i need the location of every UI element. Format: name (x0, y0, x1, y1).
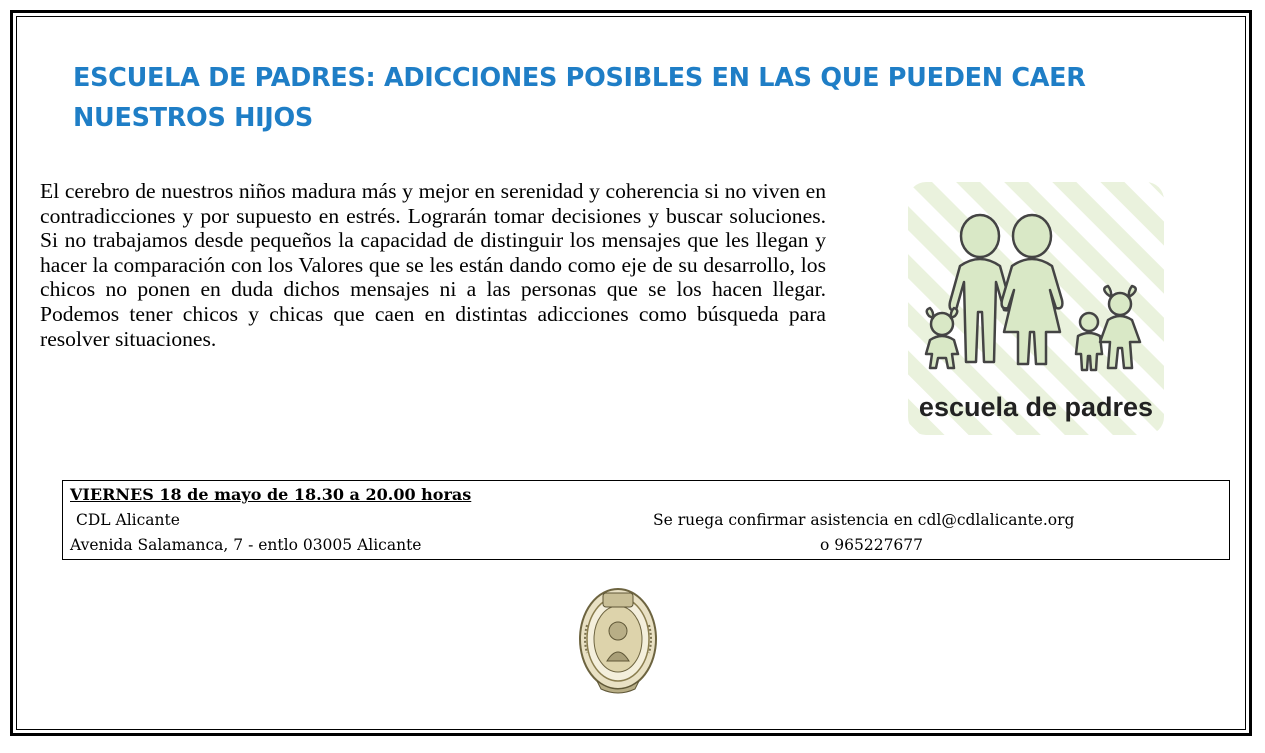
escuela-de-padres-logo (908, 182, 1164, 435)
event-organization: CDL Alicante (76, 511, 180, 529)
event-phone: o 965227677 (820, 536, 924, 554)
event-address: Avenida Salamanca, 7 - entlo 03005 Alicante (70, 536, 422, 554)
event-date: VIERNES 18 de mayo de 18.30 a 20.00 horas (70, 485, 472, 504)
institution-seal-icon (577, 585, 659, 697)
event-rsvp: Se ruega confirmar asistencia en cdl@cdlalicante.org (653, 511, 1075, 529)
page-title: ESCUELA DE PADRES: ADICCIONES POSIBLES EN LAS QUE PUEDEN CAER NUESTROS HIJOS (73, 63, 1086, 133)
event-info-box (62, 480, 1230, 560)
logo-label: escuela de padres (918, 392, 1154, 422)
body-paragraph: El cerebro de nuestros niños madura más y mejor en serenidad y coherencia si no viven en contradicciones y por supuesto en estrés. Lograrán tomar decisiones y buscar soluciones. Si no trabajamos desde pequeños la capacidad de distinguir los mensajes que les llegan y hacer la comparación con los Valores que se les están dando como eje de su desarrollo, los chicos no ponen en duda dichos mensajes ni a las personas que se los hacen llegar. Podemos tener chicos y chicas que caen en distintas adicciones como búsqueda para resolver situaciones. (40, 179, 826, 351)
